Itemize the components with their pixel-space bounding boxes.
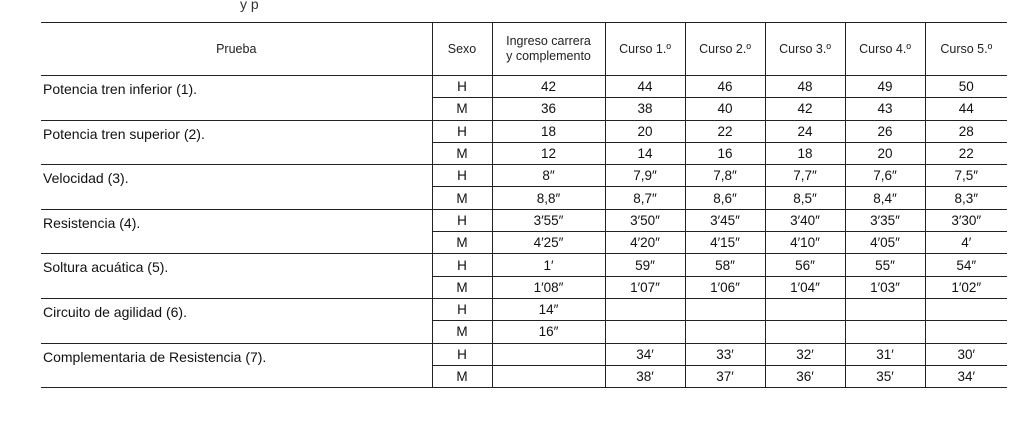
value-cell	[765, 298, 845, 320]
value-cell: 7,8″	[685, 165, 765, 187]
value-cell: 8,3″	[925, 187, 1007, 209]
value-cell: 8,4″	[845, 187, 925, 209]
header-row	[41, 23, 1007, 76]
table-row	[41, 254, 1007, 276]
value-cell: 20	[845, 142, 925, 164]
value-cell: 4′25″	[492, 232, 605, 254]
value-cell	[605, 321, 685, 343]
header-curso-5: Curso 5.º	[925, 23, 1007, 76]
value-cell: 49	[845, 76, 925, 98]
value-cell: 42	[492, 76, 605, 98]
value-cell: 8,7″	[605, 187, 685, 209]
value-cell: 8,8″	[492, 187, 605, 209]
table-row	[41, 76, 1007, 98]
sex-cell: H	[432, 120, 492, 142]
sex-cell: H	[432, 209, 492, 231]
value-cell: 4′05″	[845, 232, 925, 254]
value-cell: 1′07″	[605, 276, 685, 298]
value-cell: 4′	[925, 232, 1007, 254]
value-cell: 1′06″	[685, 276, 765, 298]
value-cell: 34′	[925, 365, 1007, 387]
value-cell: 22	[685, 120, 765, 142]
value-cell: 7,7″	[765, 165, 845, 187]
value-cell: 33′	[685, 343, 765, 365]
value-cell: 20	[605, 120, 685, 142]
sex-cell: M	[432, 232, 492, 254]
sex-cell: M	[432, 187, 492, 209]
value-cell: 1′03″	[845, 276, 925, 298]
value-cell: 7,9″	[605, 165, 685, 187]
value-cell	[845, 321, 925, 343]
value-cell: 46	[685, 76, 765, 98]
top-text-fragment: y p	[240, 0, 259, 12]
test-name: Circuito de agilidad (6).	[41, 298, 432, 343]
sex-cell: M	[432, 276, 492, 298]
value-cell: 3′40″	[765, 209, 845, 231]
value-cell: 35′	[845, 365, 925, 387]
value-cell: 30′	[925, 343, 1007, 365]
header-ingreso-line2: y complemento	[506, 49, 591, 63]
test-name: Potencia tren superior (2).	[41, 120, 432, 165]
table-row	[41, 343, 1007, 365]
value-cell: 3′35″	[845, 209, 925, 231]
header-ingreso	[492, 23, 605, 76]
table-row	[41, 165, 1007, 187]
sex-cell: M	[432, 142, 492, 164]
value-cell: 28	[925, 120, 1007, 142]
value-cell: 4′10″	[765, 232, 845, 254]
value-cell: 44	[605, 76, 685, 98]
value-cell: 7,5″	[925, 165, 1007, 187]
value-cell: 44	[925, 98, 1007, 120]
physical-tests-table	[41, 22, 1007, 388]
value-cell: 8″	[492, 165, 605, 187]
value-cell: 18	[492, 120, 605, 142]
value-cell: 42	[765, 98, 845, 120]
table-row	[41, 120, 1007, 142]
value-cell: 3′55″	[492, 209, 605, 231]
value-cell: 3′50″	[605, 209, 685, 231]
value-cell: 56″	[765, 254, 845, 276]
value-cell: 8,6″	[685, 187, 765, 209]
value-cell: 14	[605, 142, 685, 164]
header-curso-4: Curso 4.º	[845, 23, 925, 76]
sex-cell: H	[432, 254, 492, 276]
value-cell: 1′04″	[765, 276, 845, 298]
table-row	[41, 209, 1007, 231]
value-cell: 36	[492, 98, 605, 120]
header-sexo: Sexo	[432, 23, 492, 76]
header-curso-1: Curso 1.º	[605, 23, 685, 76]
value-cell: 8,5″	[765, 187, 845, 209]
test-name: Potencia tren inferior (1).	[41, 76, 432, 121]
value-cell	[492, 343, 605, 365]
value-cell: 43	[845, 98, 925, 120]
value-cell: 37′	[685, 365, 765, 387]
sex-cell: H	[432, 165, 492, 187]
value-cell: 12	[492, 142, 605, 164]
value-cell	[605, 298, 685, 320]
value-cell	[765, 321, 845, 343]
value-cell: 4′15″	[685, 232, 765, 254]
header-prueba: Prueba	[41, 23, 432, 76]
test-name: Soltura acuática (5).	[41, 254, 432, 299]
value-cell: 48	[765, 76, 845, 98]
value-cell	[845, 298, 925, 320]
value-cell: 59″	[605, 254, 685, 276]
value-cell: 14″	[492, 298, 605, 320]
table-row	[41, 298, 1007, 320]
value-cell	[685, 321, 765, 343]
value-cell: 26	[845, 120, 925, 142]
value-cell: 40	[685, 98, 765, 120]
test-name: Resistencia (4).	[41, 209, 432, 254]
value-cell: 32′	[765, 343, 845, 365]
value-cell: 22	[925, 142, 1007, 164]
value-cell: 24	[765, 120, 845, 142]
value-cell	[685, 298, 765, 320]
value-cell	[925, 321, 1007, 343]
header-ingreso-line1: Ingreso carrera	[506, 34, 591, 48]
value-cell: 4′20″	[605, 232, 685, 254]
value-cell: 16	[685, 142, 765, 164]
test-name: Velocidad (3).	[41, 165, 432, 210]
value-cell: 36′	[765, 365, 845, 387]
sex-cell: H	[432, 343, 492, 365]
header-curso-3: Curso 3.º	[765, 23, 845, 76]
value-cell: 34′	[605, 343, 685, 365]
sex-cell: M	[432, 98, 492, 120]
value-cell	[925, 298, 1007, 320]
sex-cell: M	[432, 321, 492, 343]
value-cell: 3′45″	[685, 209, 765, 231]
value-cell: 38	[605, 98, 685, 120]
sex-cell: M	[432, 365, 492, 387]
sex-cell: H	[432, 76, 492, 98]
value-cell: 3′30″	[925, 209, 1007, 231]
value-cell: 16″	[492, 321, 605, 343]
value-cell: 1′08″	[492, 276, 605, 298]
value-cell: 7,6″	[845, 165, 925, 187]
test-name: Complementaria de Resistencia (7).	[41, 343, 432, 388]
value-cell: 1′02″	[925, 276, 1007, 298]
value-cell	[492, 365, 605, 387]
value-cell: 55″	[845, 254, 925, 276]
value-cell: 31′	[845, 343, 925, 365]
value-cell: 50	[925, 76, 1007, 98]
value-cell: 58″	[685, 254, 765, 276]
sex-cell: H	[432, 298, 492, 320]
value-cell: 1′	[492, 254, 605, 276]
header-curso-2: Curso 2.º	[685, 23, 765, 76]
value-cell: 38′	[605, 365, 685, 387]
value-cell: 18	[765, 142, 845, 164]
value-cell: 54″	[925, 254, 1007, 276]
